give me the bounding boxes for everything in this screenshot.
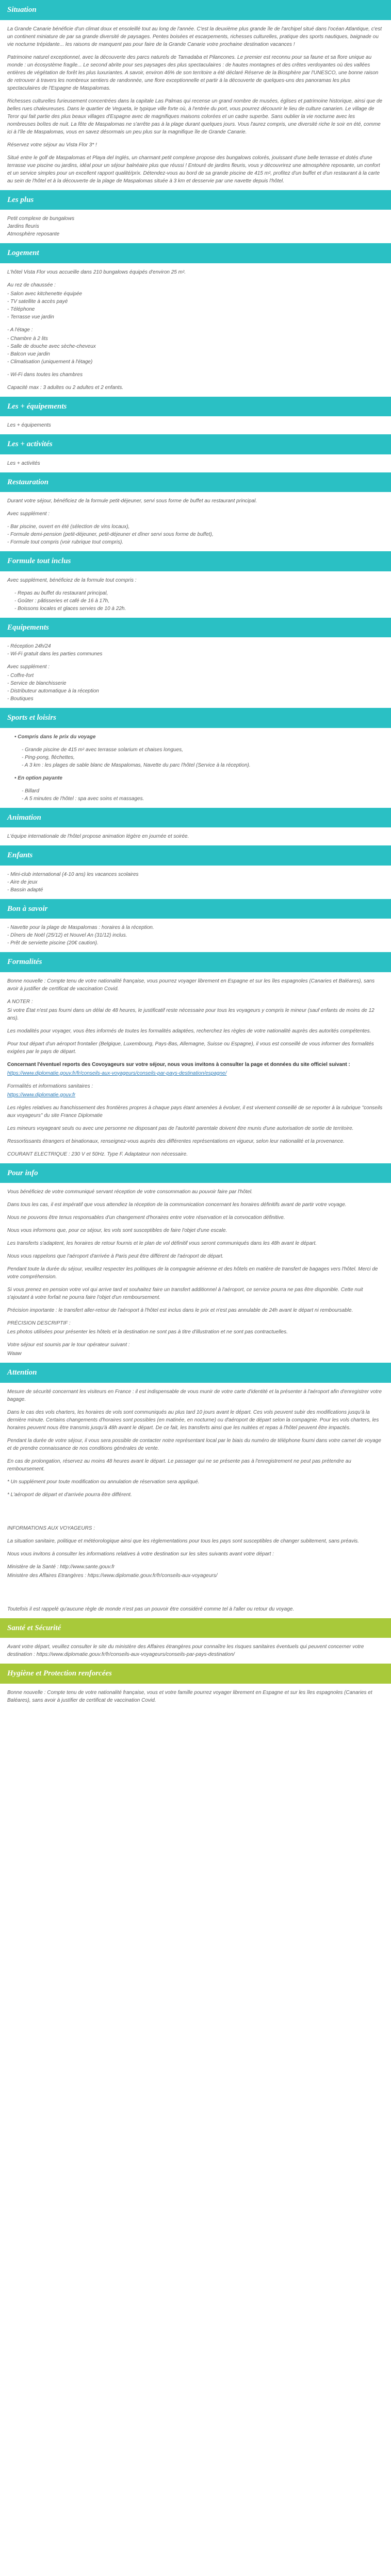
bon-savoir-item: - Dîners de Noël (25/12) et Nouvel An (31/12) inclus. [7, 933, 127, 938]
attention-p1: Mesure de sécurité concernant les visiteurs en France : il est indispensable de vous munir de votre carte d'identité et la présenter à l'aéroport afin d'enregistrer votre bagage. [7, 1388, 382, 1402]
situation-p4: Réservez votre séjour au Vista Flor 3* ! [7, 142, 97, 148]
section-restauration: Restauration [0, 472, 391, 493]
equipements-item2: - Service de blanchisserie [7, 681, 67, 686]
attention-p2: Dans le cas des vols charters, les horaires de vols sont communiqués au plus tard 10 jours avant le départ. Ces vols peuvent subir des modifications jusqu'à la dernière minute. Certains changements d'horaires sont possibles (en matinée, en nocturne) ou d'aéroport de départ selon la compagnie. Pour les vols charters, les horaires peuvent nous être transmis jusqu'à 48h avant le départ. De ce fait, les transferts ainsi que les nuitées et repas à l'hôtel peuvent être impactés. [7, 1409, 379, 1431]
restauration-item: - Formule demi-pension (petit-déjeuner, petit-déjeuner et dîner servi sous forme de buffet), [7, 532, 214, 537]
sports-compris-item: - Grande piscine de 415 m² avec terrasse solarium et chaises longues, [22, 747, 183, 753]
section-activites-more: Les + activités [0, 434, 391, 454]
attention-p4: En cas de prolongation, réservez au moins 48 heures avant le départ. Le passager qui ne se présente pas à l'enregistrement ne peut pas prétendre au remboursement. [7, 1458, 351, 1472]
sante-text: Avant votre départ, veuillez consulter le site du ministère des Affaires étrangères pour connaître les risques sanitaires éventuels qui peuvent concerner votre destination : https://www.diplomatie.gouv.fr/fr/conseils-aux-voyageurs/conseils-par-pays-destination/ [7, 1644, 364, 1657]
logement-rez-item: - Terrasse vue jardin [7, 314, 54, 320]
section-hygiene: Hygiène et Protection renforcées [0, 1664, 391, 1684]
formalites-p5: Pour tout départ d'un aéroport frontalier (Belgique, Luxembourg, Pays-Bas, Allemagne, Suisse ou Espagne), il vous est conseillé de vous informer des formalités exigées par le pays de départ. [7, 1041, 374, 1055]
bon-savoir-content [0, 924, 391, 947]
pour-info-p1: Vous bénéficiez de votre communiqué servant réception de votre consommation au pouvoir faire par l'hôtel. [7, 1189, 253, 1195]
situation-p1: La Grande Canarie bénéficie d'un climat doux et ensoleillé tout au long de l'année. C'est la deuxième plus grande île de l'archipel situé dans l'océan Atlantique, c'est un continent miniature de par sa grande diversité de paysages. Pentes boisées et escarpements, richesses culturelles, pratique des sports nautiques, baignade ou vie nocturne trépidante... les raisons de manquent pas pour faire de la Grande Canarie votre prochaine destination vacances ! [7, 26, 382, 47]
attention-spacer-2 [7, 1585, 384, 1605]
enfants-content [0, 871, 391, 894]
formalites-link2[interactable] [7, 1091, 384, 1099]
logement-wifi: - Wi-Fi dans toutes les chambres [7, 371, 83, 378]
restauration-avec: Avec supplément : [7, 511, 50, 517]
activites-more-text: Les + activités [7, 460, 40, 466]
section-bon-savoir: Bon à savoir [0, 899, 391, 919]
formalites-p10: Ressortissants étrangers et binationaux, renseignez-vous auprès des différentes représentations en vigueur, selon leur nationalité et la provenance. [7, 1138, 345, 1144]
formalites-link1[interactable] [7, 1070, 384, 1077]
formule-intro: Avec supplément, bénéficiez de la formule tout compris : [7, 577, 137, 583]
pour-info-content [0, 1188, 391, 1358]
sports-compris-item: - Ping-pong, fléchettes, [22, 754, 75, 760]
activites-more-content [0, 460, 391, 467]
equipements-more-content [0, 421, 391, 429]
logement-etage-item: - Salle de douche avec sèche-cheveux [7, 343, 96, 349]
situation-p5: Situé entre le golf de Maspalomas et Playa del Inglés, un charmant petit complexe propose des bungalows colorés, jouissant d'une belle terrasse et dotés d'une terrasse vue piscine ou jardins, idéal pour un séjour balnéaire plus que réussi ! Entouré de jardins fleuris, vous y découvrirez une atmosphère reposante, un confort et un service simples pour un excellent rapport qualité/prix. Détendez-vous au bord de sa grande piscine de 415 m², profitez d'un buffet et d'un restaurant à la carte au sein de l'hôtel et à la découverte de la plage de Maspalomas située à 3 km et desservie par une navette depuis l'hôtel. [7, 155, 380, 184]
logement-content [0, 268, 391, 392]
logement-etage-item: - Chambre à 2 lits [7, 335, 48, 342]
logement-etage-item: - Climatisation (uniquement à l'étage) [7, 359, 93, 365]
attention-spacer [7, 1504, 384, 1524]
plus-content [0, 215, 391, 238]
situation-p2: Patrimoine naturel exceptionnel, avec la découverte des parcs naturels de Tamadaba et Pilancones. Le premier est reconnu pour sa faune et sa flore unique au monde : un écosystème fragile... Le second abrite pour ses paysages des plus spectaculaires : de hautes montagnes et des crêtes verdoyantes où des vallées entières de végétation de forêt les plus luxuriantes. A savoir, environ 46% de son territoire a été déclaré Réserve de la Biosphère par l'UNESCO, une bonne raison de retrouver à travers les nombreux sentiers de randonnée, une flore exceptionnelle et partir à la découverte de quelques-uns des panoramas les plus spectaculaires de l'Espagne de Maspalomas. [7, 54, 379, 91]
formalites-content [0, 977, 391, 1158]
animation-content [0, 833, 391, 840]
sante-content [0, 1643, 391, 1658]
section-logement: Logement [0, 243, 391, 263]
attention-p5: * Un supplément pour toute modification ou annulation de réservation sera appliqué. [7, 1479, 200, 1485]
restauration-content [0, 497, 391, 546]
pour-info-p7: Pendant toute la durée du séjour, veuillez respecter les politiques de la compagnie aérienne et des hôtels en matière de transfert de bagages vers l'hôtel. Merci de votre compréhension. [7, 1266, 378, 1280]
logement-rez-item: - TV satellite à accès payé [7, 298, 68, 304]
pour-info-p13: Waaw [7, 1351, 22, 1357]
formalites-p11: COURANT ELECTRIQUE : 230 V et 50Hz. Type F. Adaptateur non nécessaire. [7, 1151, 188, 1157]
pour-info-p4: Nous vous informons que, pour ce séjour, les vols sont susceptibles de faire l'objet d'une escale. [7, 1228, 227, 1233]
section-formalites: Formalités [0, 952, 391, 972]
bon-savoir-item: - Navette pour la plage de Maspalomas : horaires à la réception. [7, 925, 154, 930]
enfants-item: - Mini-club international (4-10 ans) les vacances scolaires [7, 871, 139, 877]
formule-item: - Goûter : pâtisseries et café de 16 à 17h, [14, 598, 109, 604]
restauration-item: - Bar piscine, ouvert en été (sélection de vins locaux), [7, 524, 130, 530]
formalites-p2: A NOTER : [7, 998, 33, 1005]
attention-p9: Ministère de la Santé : http://www.sante.gouv.fr [7, 1564, 115, 1570]
formalites-link1-anchor[interactable]: https://www.diplomatie.gouv.fr/fr/conseils-aux-voyageurs/conseils-par-pays-destination/espagne/ [7, 1070, 227, 1076]
formalites-p6: Concernant l'éventuel reports des Covoyageurs sur votre séjour, nous vous invitons à consulter la page et données du site officiel suivant : [7, 1061, 350, 1067]
enfants-item: - Aire de jeux [7, 879, 38, 885]
section-equipements: Equipements [0, 618, 391, 638]
formalites-p8: Les règles relatives au franchissement des frontières propres à chaque pays étant amenées à évoluer, il est vivement conseillé de se reporter à la rubrique "conseils aux voyageurs" du site France Diplomatie [7, 1105, 383, 1118]
formalites-p3: Si votre État n'est pas fourni dans un délai de 48 heures, le justificatif reste nécessaire pour tous les voyageurs y compris le mineur (sauf enfants de moins de 12 ans). [7, 1007, 374, 1021]
plus-item: Atmosphère reposante [7, 231, 60, 237]
animation-text: L'équipe internationale de l'hôtel propose animation légère en journée et soirée. [7, 834, 189, 839]
logement-intro: L'hôtel Vista Flor vous accueille dans 210 bungalows équipés d'environ 25 m². [7, 269, 186, 275]
pour-info-p2: Dans tous les cas, il est impératif que vous attendiez la réception de la communication concernant les horaires définitifs avant de partir votre voyage. [7, 1202, 347, 1208]
logement-capacity: Capacité max : 3 adultes ou 2 adultes et 2 enfants. [7, 384, 124, 391]
plus-item: Jardins fleuris [7, 224, 39, 229]
logement-rez-item: - Téléphone [7, 306, 35, 312]
attention-content [0, 1388, 391, 1613]
pour-info-p11: Les photos utilisées pour présenter les hôtels et la destination ne sont pas à titre d'illustration et ne sont pas contractuelles. [7, 1329, 288, 1335]
equipements-more-text: Les + équipements [7, 422, 51, 428]
section-attention: Attention [0, 1363, 391, 1383]
formalites-p9: Les mineurs voyageant seuls ou avec une personne ne disposant pas de l'autorité parentale doivent être munis d'une autorisation de sortie de territoire. [7, 1125, 354, 1131]
sports-compris-title: • Compris dans le prix du voyage [14, 734, 96, 740]
enfants-item: - Bassin adapté [7, 887, 43, 893]
equipements-content [0, 642, 391, 703]
attention-p10: Ministère des Affaires Etrangères : https://www.diplomatie.gouv.fr/fr/conseils-aux-voyageurs/ [7, 1572, 218, 1579]
attention-p11: Toutefois il est rappelé qu'aucune règle de monde n'est pas un pouvoir être considéré comme tel à l'aller ou retour du voyage. [7, 1606, 295, 1612]
sports-option-title: • En option payante [14, 775, 62, 781]
formule-item: - Repas au buffet du restaurant principal, [14, 590, 108, 596]
situation-content [0, 25, 391, 185]
section-sante: Santé et Sécurité [0, 1618, 391, 1638]
pour-info-p6: Nous vous rappelons que l'aéroport d'arrivée à Paris peut être différent de l'aéroport de départ. [7, 1253, 224, 1259]
formalites-p1: Bonne nouvelle : Compte tenu de votre nationalité française, vous pourrez voyager librement en Espagne et sur les îles espagnoles (Canaries et Baléares), sans avoir à justifier de certificat de vaccination Covid. [7, 978, 375, 992]
formule-content [0, 577, 391, 613]
attention-p8: Nous vous invitons à consulter les informations relatives à votre destination sur les sites suivants avant votre départ : [7, 1551, 274, 1557]
restauration-p1: Durant votre séjour, bénéficiez de la formule petit-déjeuner, servi sous forme de buffet au restaurant principal. [7, 498, 257, 504]
equipements-item2: - Boutiques [7, 696, 34, 702]
pour-info-p8: Si vous prenez en pension votre vol qui arrive tard et souhaitez faire un transfert additionnel à l'aéroport, ce service pourra ne pas être disponible. Cette nuit s'ajoutant à votre forfait ne pourra faire l'objet d'un remboursement. [7, 1287, 363, 1300]
section-plus: Les plus [0, 190, 391, 210]
attention-p7: La situation sanitaire, politique et météorologique ainsi que les règlementations pour tous les pays sont susceptibles de changer subitement, sans préavis. [7, 1538, 360, 1544]
situation-p3: Richesses culturelles furieusement concentrées dans la capitale Las Palmas qui recense un grand nombre de musées, églises et patrimoine historique, ainsi que de belles rues chaleureuses. Dans le quartier de Vegueta, le typique ville forte où, à l'entrée du port, vous pourrez découvrir le lieu de culture canarien. Le village de Teror qui fait partie des plus beaux villages d'Espagne avec de magnifiques maisons colorées et un cadre superbe. Sans oublier la vie nocturne avec les nombreuses boîtes de nuit. La fête de Maspalomas ne s'arrête pas à la plage durant quelques jours. Vous l'aurez compris, une diversité riche le soir en été, comme ici à l'île de Maspalomas, vous en savez désormais un peu plus sur la magnifique île de Grande Canarie. [7, 98, 383, 135]
logement-etage-title: - A l'étage : [7, 327, 33, 333]
section-sports: Sports et loisirs [0, 708, 391, 728]
sports-option-item: - A 5 minutes de l'hôtel : spa avec soins et massages. [22, 795, 144, 802]
sports-compris-item: - A 3 km : les plages de sable blanc de Maspalomas, Navette du parc l'hôtel (Service à la réception). [22, 762, 251, 768]
equipements-item2: - Coffre-fort [7, 673, 34, 679]
sports-option-item: - Billard [22, 788, 39, 794]
restauration-item: - Formule tout compris (voir rubrique tout compris). [7, 539, 124, 545]
attention-p3: Pendant la durée de votre séjour, il vous sera possible de contacter notre représentant local par le biais du numéro de téléphone fourni dans votre carnet de voyage et de prendre connaissance de nos conditions générales de vente. [7, 1437, 381, 1451]
equipements-item: - Wi-Fi gratuit dans les parties communes [7, 651, 103, 657]
logement-etage-item: - Balcon vue jardin [7, 351, 50, 357]
section-enfants: Enfants [0, 845, 391, 866]
hygiene-content [0, 1689, 391, 1704]
section-situation: Situation [0, 0, 391, 20]
section-equipements-more: Les + équipements [0, 397, 391, 417]
formalites-link2-anchor[interactable]: https://www.diplomatie.gouv.fr [7, 1092, 76, 1098]
bon-savoir-item: - Prêt de serviette piscine (20€ caution). [7, 940, 99, 946]
equipements-item2: - Distributeur automatique à la réception [7, 688, 99, 694]
pour-info-p9: Précision importante : le transfert aller-retour de l'aéroport à l'hôtel est inclus dans le prix et n'est pas annulable de 24h avant le départ ni remboursable. [7, 1308, 353, 1313]
formalites-p4: Les modalités pour voyager, vous êtes informés de toutes les formalités adaptées, recherchez les règles de votre nationalité auprès des autorités compétentes. [7, 1028, 371, 1034]
sports-compris-label: Compris dans le prix du voyage [18, 734, 96, 740]
pour-info-p3: Nous ne pouvons être tenus responsables d'un changement d'horaires entre votre réservation et la convocation définitive. [7, 1215, 285, 1221]
pour-info-p12: Votre séjour est soumis par le tour opérateur suivant : [7, 1342, 130, 1348]
pour-info-p5: Les transferts s'adaptent, les horaires de retour fournis et le plan de vol définitif vous seront communiqués dans les 48h avant le départ. [7, 1241, 317, 1246]
equipements-item: - Réception 24h/24 [7, 643, 51, 649]
hygiene-text: Bonne nouvelle : Compte tenu de votre nationalité française, vous et votre famille pourrez voyager librement en Espagne et sur les îles espagnoles (Canaries et Baléares), sans avoir à justifier de certificat de vaccination Covid. [7, 1689, 372, 1703]
logement-rez-title: Au rez de chaussée : [7, 282, 56, 288]
pour-info-p10: PRÉCISION DESCRIPTIF : [7, 1320, 71, 1326]
section-formule: Formule tout inclus [0, 551, 391, 571]
section-pour-info: Pour info [0, 1163, 391, 1183]
section-animation: Animation [0, 808, 391, 828]
sports-content [0, 733, 391, 803]
sports-option-label: En option payante [18, 775, 62, 781]
formalites-p7: Formalités et informations sanitaires : [7, 1083, 93, 1089]
formule-item: - Boissons locales et glaces servies de 10 à 22h. [14, 605, 126, 612]
attention-info-title: INFORMATIONS AUX VOYAGEURS : [7, 1525, 95, 1531]
logement-rez-item: - Salon avec kitchenette équipée [7, 291, 83, 297]
plus-item: Petit complexe de bungalows [7, 216, 75, 222]
equipements-avec: Avec supplément : [7, 664, 50, 670]
attention-p6: * L'aéroport de départ et d'arrivée pourra être différent. [7, 1492, 132, 1498]
